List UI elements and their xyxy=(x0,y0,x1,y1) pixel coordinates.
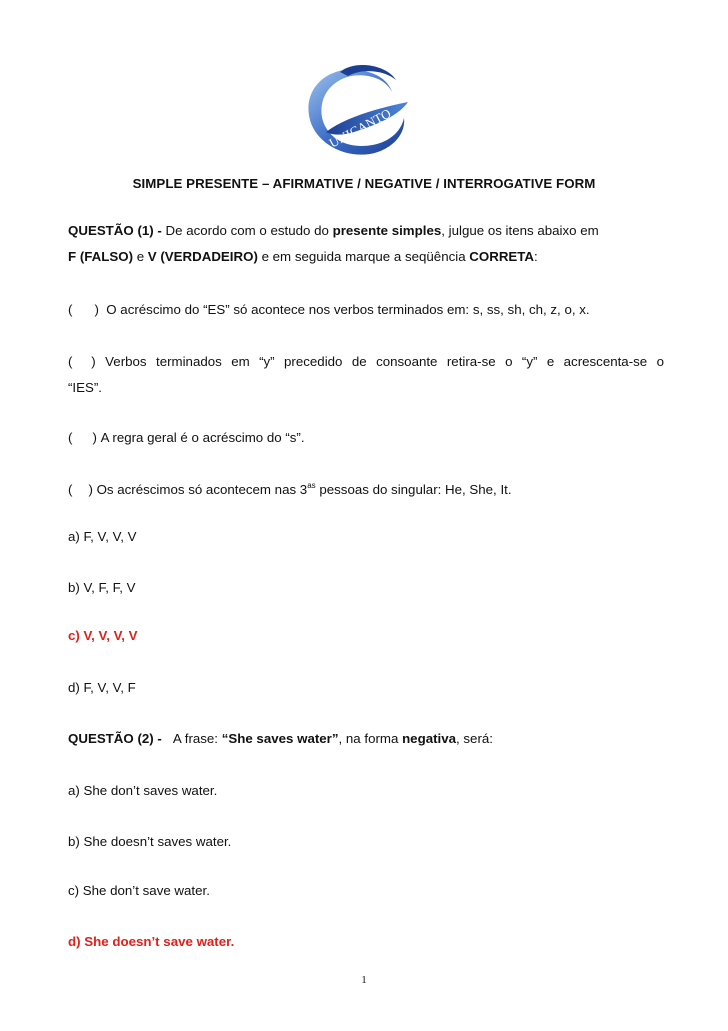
unicanto-logo xyxy=(296,62,414,164)
correct-label: CORRETA xyxy=(469,249,535,264)
item-text: A regra geral é o acréscimo do “s”. xyxy=(100,430,305,445)
q1-option-a[interactable]: a) F, V, V, V xyxy=(68,529,137,544)
question-2-emphasis: negativa xyxy=(402,731,457,746)
question-2-statement xyxy=(68,731,664,747)
bracket-open[interactable]: ( xyxy=(68,482,73,497)
question-2-quote: “She saves water” xyxy=(221,731,339,746)
question-1-label: QUESTÃO (1) - xyxy=(68,223,162,238)
q2-option-b[interactable]: b) She doesn’t saves water. xyxy=(68,834,232,849)
q1-option-d[interactable]: d) F, V, V, F xyxy=(68,680,136,695)
judgement-item-1 xyxy=(68,302,664,318)
bracket-open[interactable]: ( xyxy=(68,430,73,445)
bracket-close: ) xyxy=(88,482,93,497)
question-2-text-mid: , na forma xyxy=(338,731,403,746)
judgement-item-2-continuation: “IES”. xyxy=(68,380,102,395)
document-title: SIMPLE PRESENTE – AFIRMATIVE / NEGATIVE / INTERROGATIVE FORM xyxy=(132,176,596,191)
question-1-text: De acordo com o estudo do xyxy=(165,223,333,238)
item-text: Os acréscimos só acontecem nas 3 xyxy=(96,482,308,497)
colon: : xyxy=(534,249,538,264)
bracket-close: ) xyxy=(94,302,99,317)
q2-option-d-correct[interactable]: d) She doesn’t save water. xyxy=(68,934,235,949)
ordinal-superscript: as xyxy=(307,481,316,490)
question-2-text: A frase: xyxy=(172,731,222,746)
q1-option-b[interactable]: b) V, F, F, V xyxy=(68,580,136,595)
judgement-item-2 xyxy=(68,354,664,370)
item-text-end: pessoas do singular: He, She, It. xyxy=(315,482,512,497)
judgement-item-3 xyxy=(68,430,664,446)
bracket-open[interactable]: ( xyxy=(68,302,73,317)
item-text: Verbos terminados em “y” precedido de consoante retira-se o “y” e acrescenta-se o xyxy=(105,354,664,369)
question-1-emphasis: presente simples xyxy=(332,223,442,238)
bracket-close: ) xyxy=(91,354,96,369)
bracket-open[interactable]: ( xyxy=(68,354,73,369)
logo-text: UNICANTO xyxy=(326,105,394,151)
page-number: 1 xyxy=(361,974,367,986)
q2-option-a[interactable]: a) She don’t saves water. xyxy=(68,783,218,798)
judgement-item-4 xyxy=(68,482,664,498)
instruction-text: e em seguida marque a seqüência xyxy=(257,249,470,264)
connector: e xyxy=(133,249,148,264)
question-1-instruction xyxy=(68,249,664,265)
q2-option-c[interactable]: c) She don’t save water. xyxy=(68,883,210,898)
question-1-text-end: , julgue os itens abaixo em xyxy=(441,223,599,238)
bracket-close: ) xyxy=(92,430,97,445)
q1-option-c-correct[interactable]: c) V, V, V, V xyxy=(68,628,138,643)
false-label: F (FALSO) xyxy=(68,249,133,264)
question-1-statement xyxy=(68,223,664,239)
item-text: O acréscimo do “ES” só acontece nos verbos terminados em: s, ss, sh, ch, z, o, x. xyxy=(106,302,590,317)
true-label: V (VERDADEIRO) xyxy=(147,249,258,264)
question-2-label: QUESTÃO (2) - xyxy=(68,731,162,746)
question-2-text-end: , será: xyxy=(456,731,493,746)
